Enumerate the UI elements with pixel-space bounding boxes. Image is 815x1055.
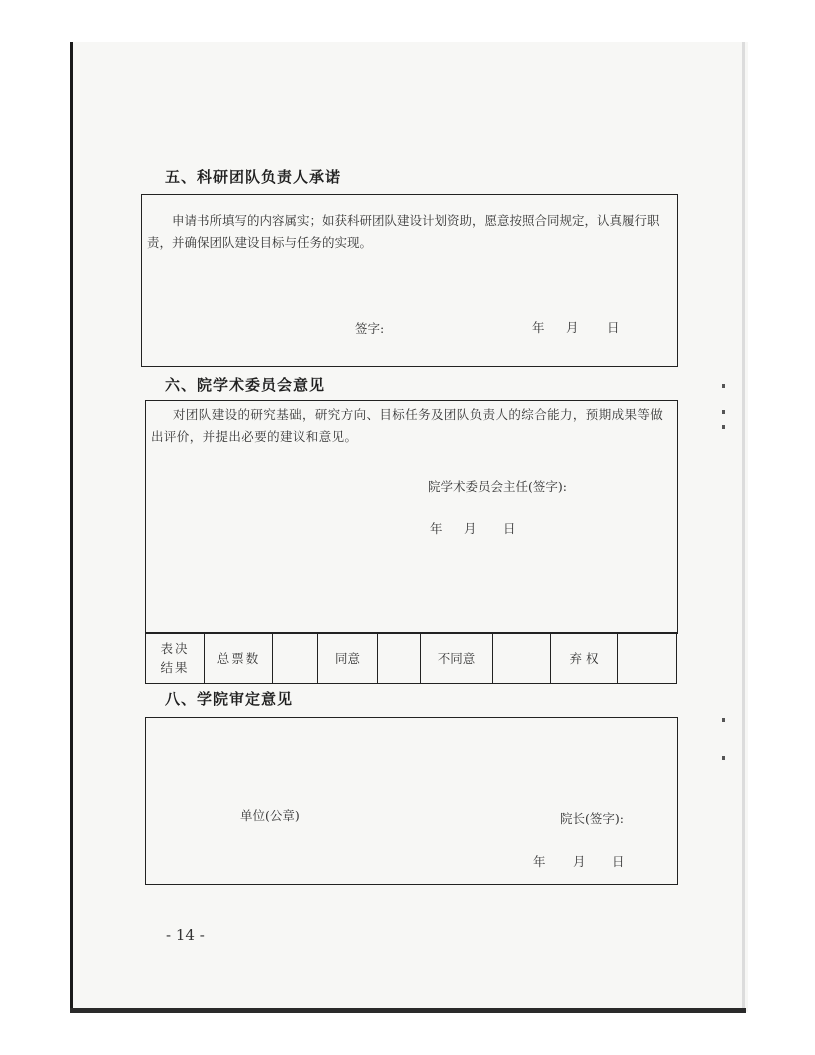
scan-speck <box>722 410 725 414</box>
section8-dean-sign-label: 院长(签字): <box>560 811 624 826</box>
vote-result-table <box>145 632 677 684</box>
section6-chair-sign-label: 院学术委员会主任(签字): <box>428 479 567 494</box>
section6-heading: 六、院学术委员会意见 <box>165 376 326 394</box>
vote-result-label <box>146 633 205 684</box>
vote-total-label: 总票数 <box>205 633 273 684</box>
vote-disagree-value <box>493 633 551 684</box>
section8-box <box>145 717 678 885</box>
vote-row <box>146 633 677 684</box>
page-number: - 14 - <box>166 926 205 944</box>
vote-disagree-label: 不同意 <box>421 633 493 684</box>
vote-abstain-value <box>618 633 677 684</box>
section5-day: 日 <box>607 320 620 335</box>
scan-speck <box>722 384 725 388</box>
scan-speck <box>722 718 725 722</box>
vote-agree-label: 同意 <box>318 633 378 684</box>
section8-year: 年 <box>533 854 546 869</box>
scan-edge-right <box>742 42 745 1008</box>
vote-result-label-line1: 表决 <box>160 641 190 656</box>
scan-edge-bottom <box>70 1008 746 1013</box>
section6-month: 月 <box>464 521 477 536</box>
section5-year: 年 <box>532 320 545 335</box>
vote-agree-value <box>378 633 421 684</box>
vote-total-value <box>273 633 318 684</box>
section5-heading: 五、科研团队负责人承诺 <box>165 168 342 186</box>
section5-sign-label: 签字: <box>355 321 385 336</box>
section6-year: 年 <box>430 521 443 536</box>
section8-unit-label: 单位(公章) <box>240 808 300 823</box>
vote-result-label-line2: 结果 <box>160 660 190 675</box>
section5-text: 申请书所填写的内容属实；如获科研团队建设计划资助，愿意按照合同规定，认真履行职责，并确保团队建设目标与任务的实现。 <box>147 213 660 250</box>
section6-day: 日 <box>503 521 516 536</box>
section8-month: 月 <box>573 854 586 869</box>
section5-month: 月 <box>566 320 579 335</box>
scan-speck <box>722 756 725 760</box>
vote-abstain-label: 弃 权 <box>551 633 618 684</box>
section8-heading: 八、学院审定意见 <box>165 690 294 708</box>
section6-text: 对团队建设的研究基础，研究方向、目标任务及团队负责人的综合能力，预期成果等做出评价，并提出必要的建议和意见。 <box>151 407 664 444</box>
section8-day: 日 <box>612 854 625 869</box>
scan-speck <box>722 425 725 429</box>
